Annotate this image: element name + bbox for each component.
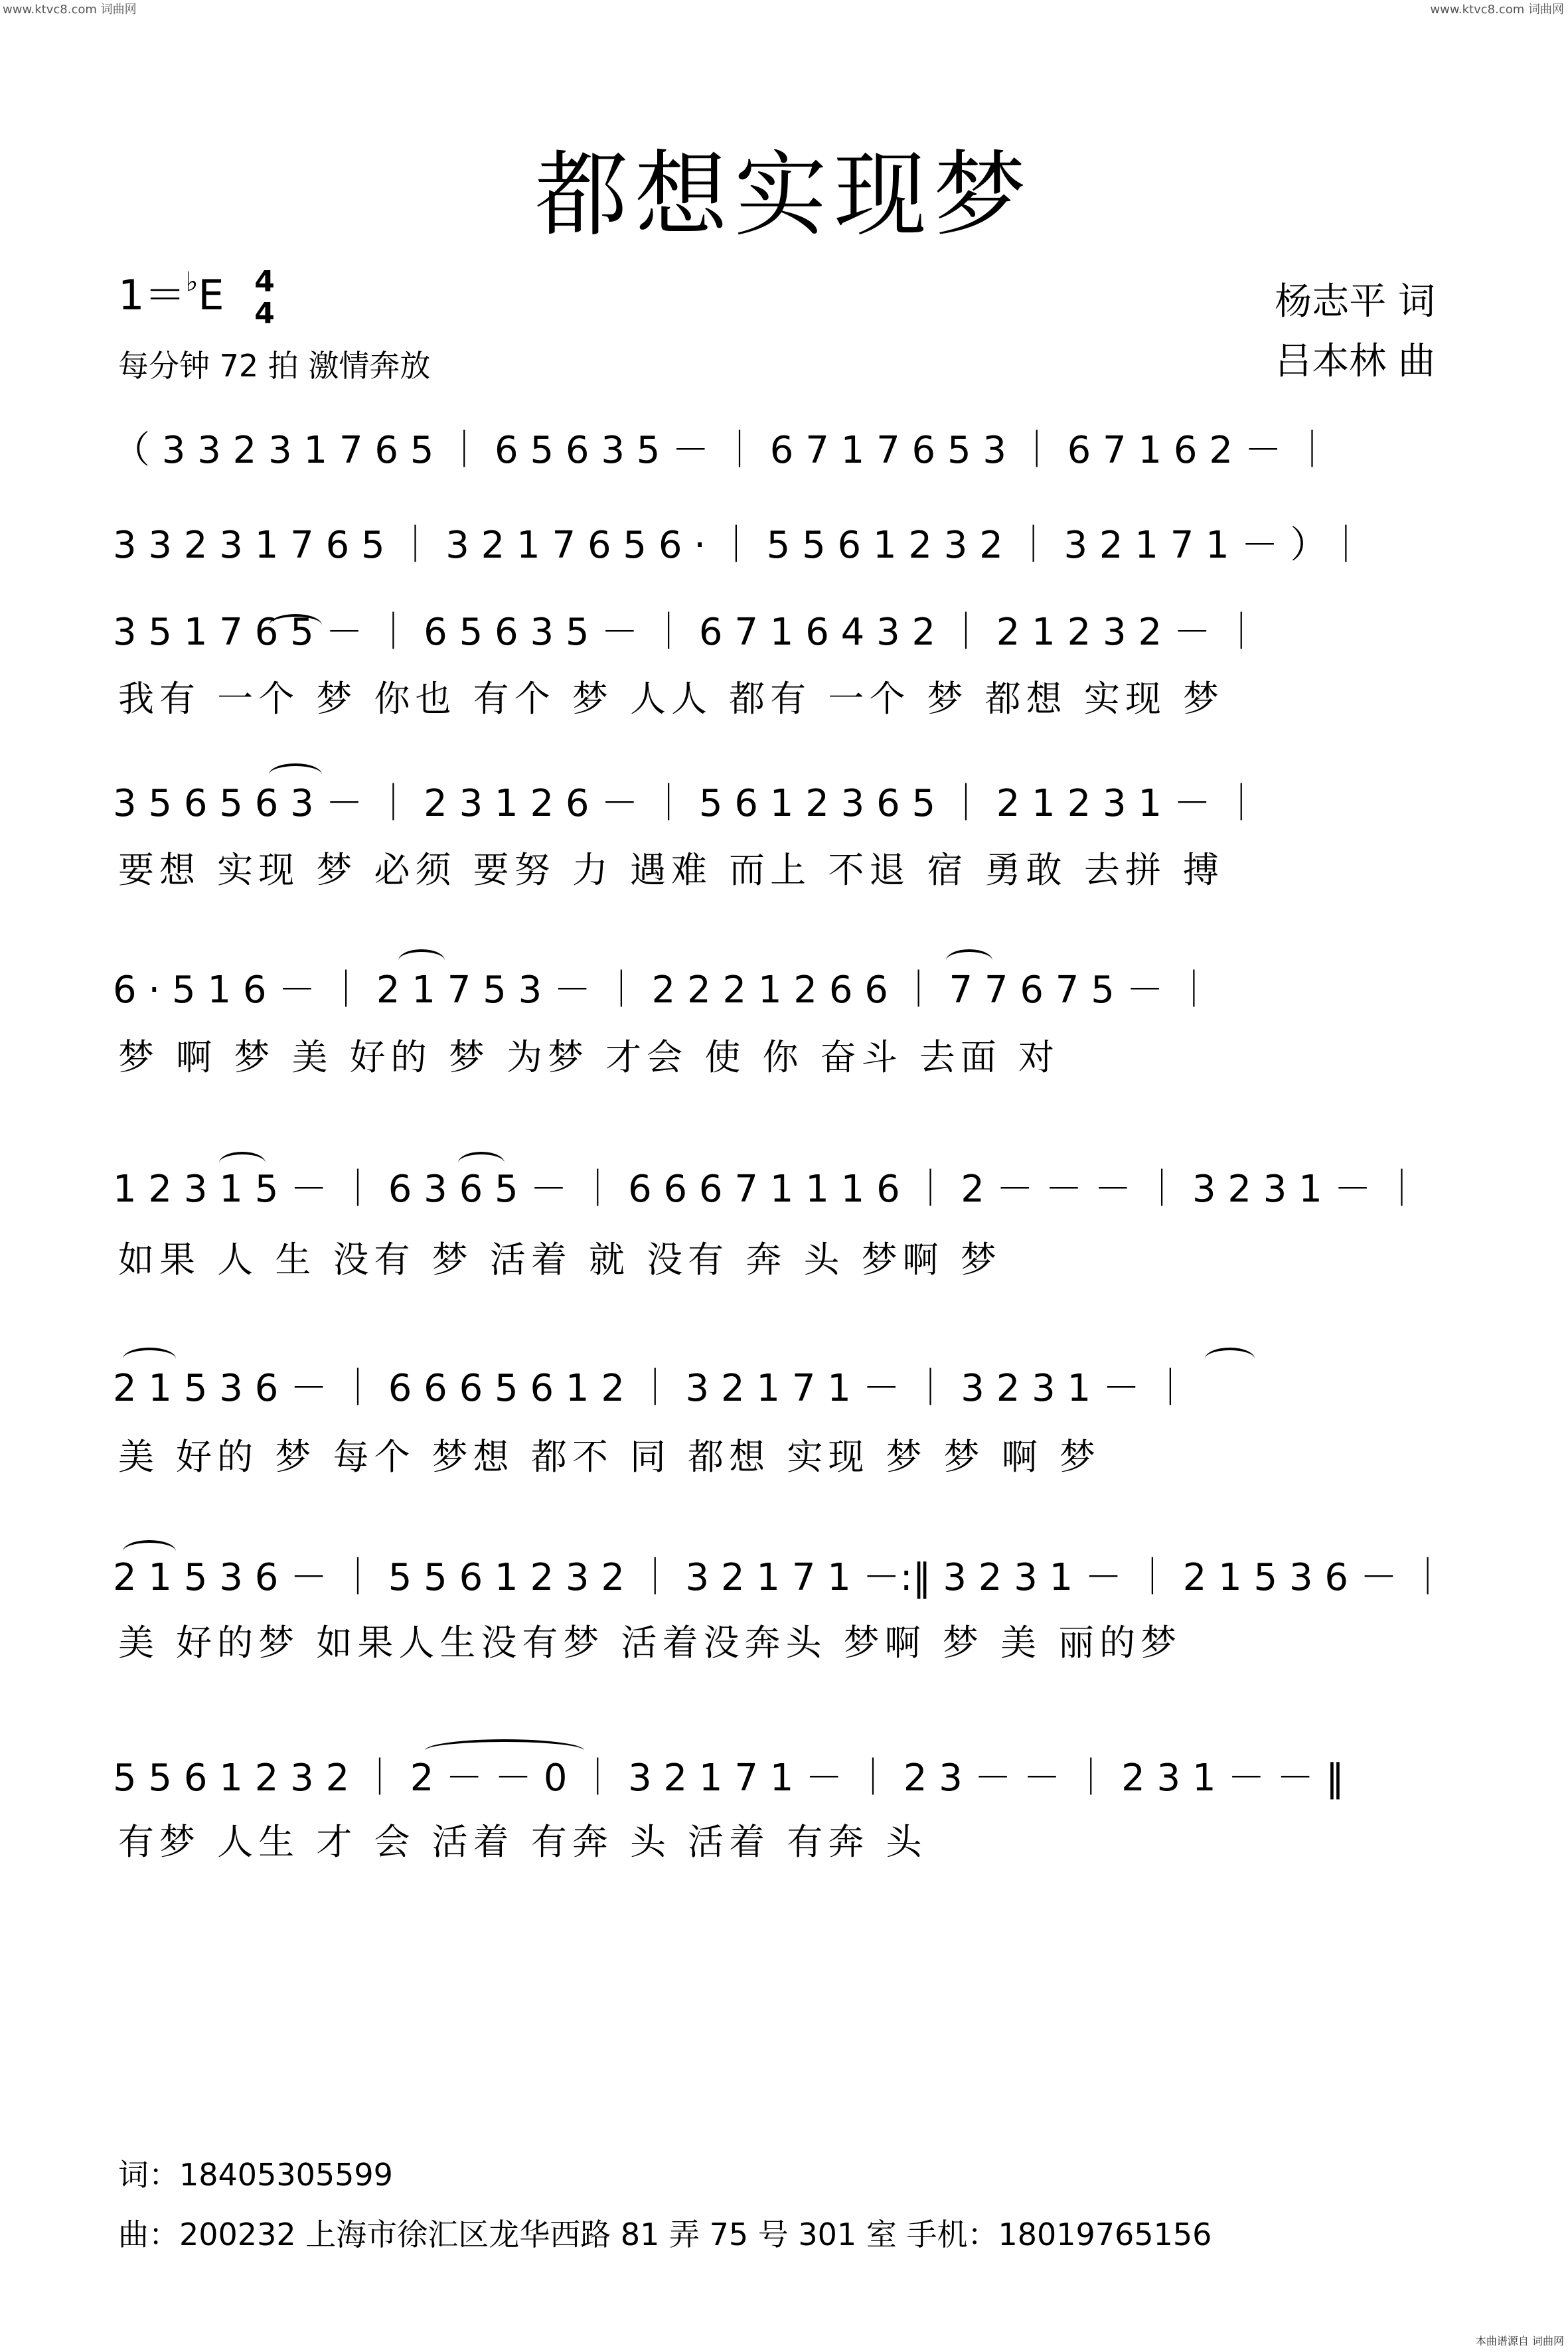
slur-mark: [946, 949, 992, 972]
score-row-9: [113, 1747, 1454, 1803]
lyricist-contact: 词：18405305599: [118, 2157, 393, 2193]
score-row-5: [113, 959, 1454, 1015]
lyrics-line: 如果 人 生 没有 梦 活着 就 没有 奔 头 梦啊 梦: [118, 1239, 1002, 1281]
slur-mark: [458, 1152, 505, 1174]
lyrics-line: 美 好的梦 如果人生没有梦 活着没奔头 梦啊 梦 美 丽的梦: [118, 1622, 1182, 1664]
key-prefix: 1＝: [118, 271, 186, 319]
slur-mark: [269, 614, 322, 637]
score-row-8: [113, 1547, 1454, 1603]
notation-line: 2 1 5 3 6 － ｜ 5 5 6 1 2 3 2 ｜ 3 2 1 7 1 －:‖ 3 2 3 1 － ｜ 2 1 5 3 6 － ｜: [113, 1556, 1447, 1599]
lyricist-credit: 杨志平 词: [1275, 280, 1435, 323]
watermark-right: www.ktvc8.com 词曲网: [1430, 3, 1564, 17]
notation-line: 6 · 5 1 6 － ｜ 2 1 7 5 3 － ｜ 2 2 2 1 2 6 6 ｜ 7 7 6 7 5 － ｜: [113, 969, 1213, 1012]
time-signature-bottom: 4: [254, 296, 275, 331]
tie-mark: [425, 1739, 584, 1762]
score-row-1: [113, 420, 1454, 475]
notation-line: 3 5 1 7 6 5 － ｜ 6 5 6 3 5 － ｜ 6 7 1 6 4 3 2 ｜ 2 1 2 3 2 － ｜: [113, 611, 1260, 654]
notation-line: 3 5 6 5 6 3 － ｜ 2 3 1 2 6 － ｜ 5 6 1 2 3 6 5 ｜ 2 1 2 3 1 － ｜: [113, 782, 1260, 825]
composer-credit: 吕本林 曲: [1275, 340, 1435, 383]
watermark-left: www.ktvc8.com 词曲网: [3, 3, 137, 17]
slur-mark: [123, 1348, 176, 1370]
lyrics-line: 要想 实现 梦 必须 要努 力 遇难 而上 不退 宿 勇敢 去拼 搏: [118, 849, 1224, 891]
slur-mark: [219, 1152, 266, 1174]
notation-line: 1 2 3 1 5 － ｜ 6 3 6 5 － ｜ 6 6 6 7 1 1 1 6 ｜ 2 － － － ｜ 3 2 3 1 － ｜: [113, 1168, 1421, 1211]
composer-contact: 曲：200232 上海市徐汇区龙华西路 81 弄 75 号 301 室 手机：18019765156: [118, 2217, 1212, 2252]
lyrics-line: 我有 一个 梦 你也 有个 梦 人人 都有 一个 梦 都想 实现 梦: [118, 678, 1224, 720]
source-tag: 本曲谱源自 词曲网: [1475, 2335, 1564, 2347]
notation-line: 3 3 2 3 1 7 6 5 ｜ 3 2 1 7 6 5 6 · ｜ 5 5 6 1 2 3 2 ｜ 3 2 1 7 1 － ）｜: [113, 524, 1365, 567]
score-row-2: [113, 514, 1454, 570]
slur-mark: [269, 763, 322, 786]
lyrics-line: 有梦 人生 才 会 活着 有奔 头 活着 有奔 头: [118, 1821, 927, 1863]
slur-mark: [123, 1540, 176, 1563]
lyrics-line: 梦 啊 梦 美 好的 梦 为梦 才会 使 你 奋斗 去面 对: [118, 1036, 1059, 1078]
notation-line: （ 3 3 2 3 1 7 6 5 ｜ 6 5 6 3 5 － ｜ 6 7 1 7 6 5 3 ｜ 6 7 1 6 2 － ｜: [113, 429, 1331, 472]
time-signature-top: 4: [254, 264, 275, 299]
song-title: 都想实现梦: [534, 141, 1033, 250]
flat-symbol: ♭: [185, 267, 198, 297]
lyrics-line: 美 好的 梦 每个 梦想 都不 同 都想 实现 梦 梦 啊 梦: [118, 1436, 1101, 1478]
score-row-6: [113, 1158, 1454, 1214]
notation-line: 2 1 5 3 6 － ｜ 6 6 6 5 6 1 2 ｜ 3 2 1 7 1 － ｜ 3 2 3 1 － ｜: [113, 1367, 1189, 1410]
slur-mark: [1205, 1348, 1255, 1370]
slur-mark: [398, 949, 445, 972]
notation-line: 5 5 6 1 2 3 2 ｜ 2 － － 0 ｜ 3 2 1 7 1 － ｜ 2 3 － － ｜ 2 3 1 － － ‖: [113, 1757, 1344, 1800]
tempo-marking: 每分钟 72 拍 激情奔放: [118, 348, 431, 384]
key-signature: [118, 262, 275, 330]
time-signature: [254, 266, 275, 330]
key-note: E: [198, 271, 224, 319]
